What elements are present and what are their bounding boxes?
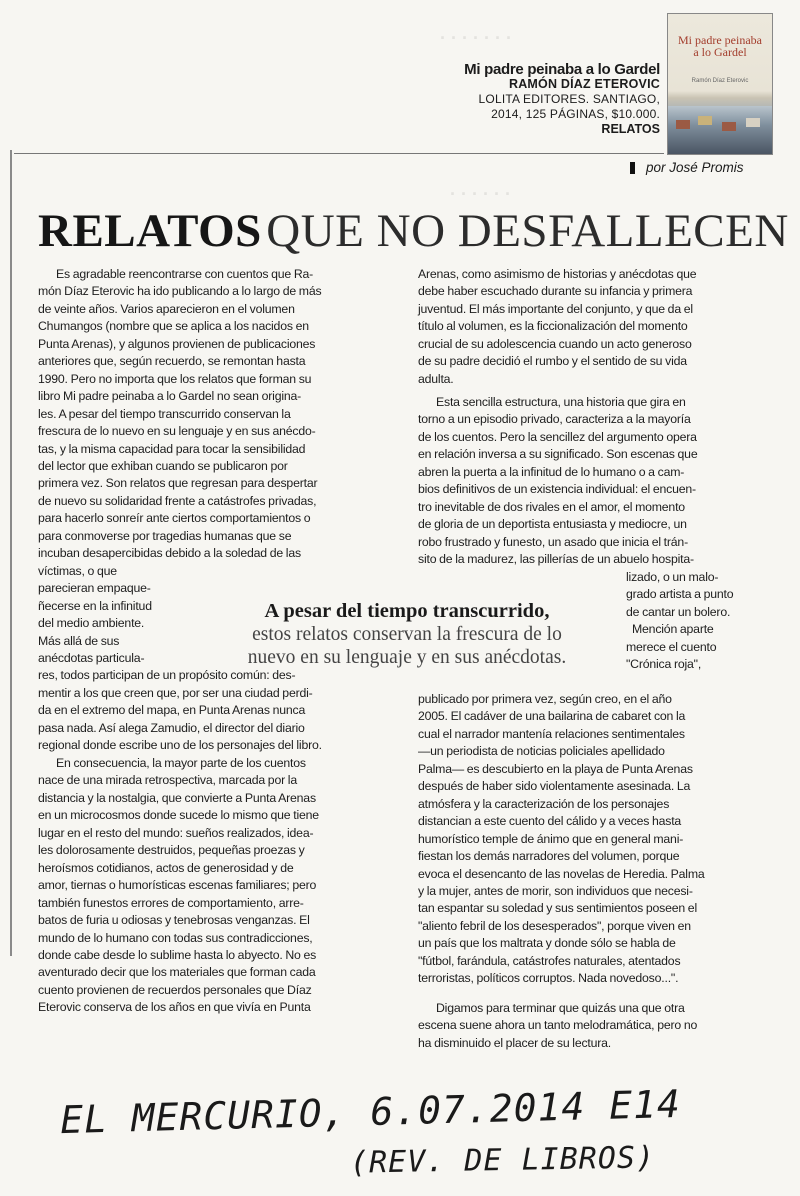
book-title: Mi padre peinaba a lo Gardel xyxy=(464,61,660,78)
pull-quote-line1: estos relatos conservan la frescura de lo xyxy=(252,624,562,645)
text-line: juventud. El más importante del conjunto, y que da el xyxy=(418,301,693,316)
book-publisher-line1: LOLITA EDITORES. SANTIAGO, xyxy=(478,92,660,106)
text-line: Más allá de sus xyxy=(38,633,120,648)
col2-paragraph-1 xyxy=(418,266,696,388)
text-line: cuento provienen de recuerdos personales que Díaz xyxy=(38,982,312,997)
text-line: humorístico temple de ánimo que en general mani- xyxy=(418,831,684,846)
book-author: RAMÓN DÍAZ ETEROVIC xyxy=(508,77,660,91)
cover-cityscape xyxy=(668,106,772,154)
text-line: Punta Arenas), y algunos provienen de publicaciones xyxy=(38,336,316,351)
book-cover-image xyxy=(667,13,773,155)
byline: por José Promis xyxy=(646,160,744,175)
text-line: món Díaz Eterovic ha ido publicando a lo largo de más xyxy=(38,284,322,299)
text-line: y la mujer, antes de morir, son individuos que necesi- xyxy=(418,883,693,898)
text-line: les dolorosamente destruidos, pequeñas proezas y xyxy=(38,843,305,858)
text-line: ñecerse en la infinitud xyxy=(38,598,152,613)
text-line: para conmoverse por tragedias humanas que se xyxy=(38,528,292,543)
text-line: de su padre decidió el rumbo y el sentido de su vida xyxy=(418,354,687,369)
text-line: regional donde escribe uno de los personajes del libro. xyxy=(38,738,322,753)
text-line: terroristas, políticos corruptos. Nada novedoso...". xyxy=(418,971,679,986)
text-line: publicado por primera vez, según creo, en el año xyxy=(418,692,672,706)
text-line: merece el cuento xyxy=(626,639,717,654)
col2-paragraph-3 xyxy=(418,691,705,988)
text-line: primera vez. Son relatos que regresan para despertar xyxy=(38,476,318,491)
text-line: Es agradable reencontrarse con cuentos que Ra- xyxy=(56,267,314,281)
text-line: de nuevo su solidaridad frente a catástrofes privadas, xyxy=(38,493,317,508)
text-line: bios definitivos de un existencia individual: el encuen- xyxy=(418,482,696,497)
handwritten-section: (REV. DE LIBROS) xyxy=(349,1140,656,1181)
text-line: libro Mi padre peinaba a lo Gardel no sean origina- xyxy=(38,389,302,404)
text-line: nace de una mirada retrospectiva, marcada por la xyxy=(38,773,297,788)
headline-light: QUE NO DESFALLECEN xyxy=(266,205,789,257)
text-line: parecieran empaque- xyxy=(38,581,151,596)
text-line: de cantar un bolero. xyxy=(626,604,731,619)
col2-paragraph-4 xyxy=(418,1000,697,1052)
text-line: Chumangos (nombre que se aplica a los nacidos en xyxy=(38,319,309,334)
text-line: evoca el desencanto de las novelas de Heredia. Palma xyxy=(418,866,705,881)
col2-paragraph-2-wrap xyxy=(626,569,733,674)
text-line: mentir a los que creen que, por ser una ciudad perdi- xyxy=(38,685,313,700)
text-line: distancian a este cuento del cálido y a veces hasta xyxy=(418,814,682,829)
pull-quote xyxy=(212,599,602,669)
text-line: —un periodista de noticias policiales apellidado xyxy=(418,744,665,759)
cover-author: Ramón Díaz Eterovic xyxy=(691,78,749,84)
text-line: Eterovic conserva de los años en que vivía en Punta xyxy=(38,1000,311,1015)
text-line: En consecuencia, la mayor parte de los cuentos xyxy=(56,756,306,770)
text-line: fiestan los demás narradores del volumen, porque xyxy=(418,849,680,864)
byline-marker xyxy=(630,162,635,174)
text-line: título al volumen, es la ficcionalización del momento xyxy=(418,319,688,334)
text-line: incuban desapercibidas debido a la soledad de las xyxy=(38,546,301,561)
text-line: "aliento febril de los desesperados", porque viven en xyxy=(418,918,691,933)
text-line: atmósfera y la caracterización de los personajes xyxy=(418,796,670,811)
text-line: frescura de lo nuevo en su lenguaje y en sus anécdo- xyxy=(38,424,316,439)
text-line: heroísmos cotidianos, actos de generosidad y de xyxy=(38,860,294,875)
text-line: después de haber sido violentamente asesinada. La xyxy=(418,779,691,794)
book-info xyxy=(380,62,660,137)
text-line: debe haber escuchado durante su infancia y primera xyxy=(418,284,693,299)
text-line: lizado, o un malo- xyxy=(626,570,719,584)
top-rule xyxy=(14,153,664,154)
text-line: lugar en el resto del mundo: sueños realizados, idea- xyxy=(38,825,314,840)
text-line: batos de furia u odiosas y tenebrosas venganzas. El xyxy=(38,913,310,928)
headline-bold: RELATOS xyxy=(38,205,262,257)
book-genre: RELATOS xyxy=(601,122,660,136)
text-line: abren la puerta a la infinitud de lo humano o a cam- xyxy=(418,464,685,479)
cover-title: Mi padre peinaba a lo Gardel xyxy=(678,33,762,59)
text-line: aventurado decir que los materiales que forman cada xyxy=(38,965,316,980)
text-line: en un microcosmos donde sucede lo mismo que tiene xyxy=(38,808,319,823)
text-line: víctimas, o que xyxy=(38,563,117,578)
text-line: cual el narrador mantenía relaciones sentimentales xyxy=(418,726,685,741)
text-line: da en el extremo del mapa, en Punta Arenas nunca xyxy=(38,703,306,718)
col2-paragraph-2 xyxy=(418,394,697,569)
text-line: en relación inversa a su significado. Son escenas que xyxy=(418,447,698,462)
text-line: anécdotas particula- xyxy=(38,650,145,665)
text-line: de veinte años. Varios aparecieron en el volumen xyxy=(38,301,295,316)
col1-paragraph-2 xyxy=(38,755,319,1017)
text-line: torno a un episodio privado, caracteriza a la mayoría xyxy=(418,412,691,427)
text-line: Palma— es descubierto en la playa de Punta Arenas xyxy=(418,761,693,776)
text-line: del lector que exhiban cuando se publicaron por xyxy=(38,458,288,473)
text-line: para hacerlo sonreír ante ciertos comportamientos o xyxy=(38,511,311,526)
pull-quote-line2: nuevo en su lenguaje y en sus anécdotas. xyxy=(247,647,567,668)
bleed-through-text: · · · · · · xyxy=(450,184,511,204)
text-line: tro inevitable de dos rivales en el amor, el momento xyxy=(418,499,685,514)
text-line: donde cabe desde lo sublime hasta lo abyecto. No es xyxy=(38,947,317,962)
text-line: robo frustrado y funesto, un asado que inicia el trán- xyxy=(418,534,688,549)
text-line: escena suene ahora un tanto melodramática, pero no xyxy=(418,1018,698,1033)
text-line: amor, tiernas o humorísticas escenas familiares; pero xyxy=(38,878,317,893)
text-line: ha disminuido el placer de su lectura. xyxy=(418,1035,612,1050)
text-line: pasa nada. Así alega Zamudio, el director del diario xyxy=(38,720,305,735)
text-line: un país que los maltrata y donde sólo se habla de xyxy=(418,936,676,951)
text-line: tas, y la misma capacidad para tocar la sensibilidad xyxy=(38,441,306,456)
text-line: crucial de su adolescencia cuando un acto generoso xyxy=(418,336,692,351)
text-line: "Crónica roja", xyxy=(626,657,702,672)
text-line: de los cuentos. Pero la sencillez del argumento opera xyxy=(418,429,697,444)
text-line: sito de la madurez, las pillerías de un abuelo hospita- xyxy=(418,552,694,567)
book-publisher-line2: 2014, 125 PÁGINAS, $10.000. xyxy=(491,107,660,121)
headline xyxy=(38,204,789,258)
text-line: Arenas, como asimismo de historias y anécdotas que xyxy=(418,267,697,281)
bleed-through-text: · · · · · · · xyxy=(440,28,512,48)
text-line: 1990. Pero no importa que los relatos que forman su xyxy=(38,371,312,386)
text-line: les. A pesar del tiempo transcurrido conservan la xyxy=(38,406,291,421)
col1-paragraph-1 xyxy=(38,266,322,755)
handwritten-source: EL MERCURIO, 6.07.2014 E14 xyxy=(59,1081,682,1143)
text-line: del medio ambiente. xyxy=(38,616,145,631)
text-line: res, todos participan de un propósito común: des- xyxy=(38,668,296,683)
pull-quote-bold: A pesar del tiempo transcurrido, xyxy=(264,600,550,622)
text-line: Mención aparte xyxy=(632,622,714,637)
text-line: grado artista a punto xyxy=(626,587,734,602)
text-line: de gloria de un deportista entusiasta y mediocre, un xyxy=(418,517,687,532)
text-line: adulta. xyxy=(418,371,454,386)
text-line: también funestos errores de comportamiento, arre- xyxy=(38,895,304,910)
text-line: distancia y la nostalgia, que convierte a Punta Arenas xyxy=(38,790,316,805)
text-line: Esta sencilla estructura, una historia que gira en xyxy=(436,395,686,409)
text-line: tan espantar su soledad y sus sentimientos poseen el xyxy=(418,901,697,916)
text-line: anteriores que, según recuerdo, se remontan hasta xyxy=(38,354,306,369)
text-line: Digamos para terminar que quizás una que otra xyxy=(436,1001,685,1015)
text-line: "fútbol, farándula, catástrofes naturales, atentados xyxy=(418,953,681,968)
text-line: 2005. El cadáver de una bailarina de cabaret con la xyxy=(418,709,686,724)
text-line: mundo de lo humano con todas sus contradicciones, xyxy=(38,930,313,945)
